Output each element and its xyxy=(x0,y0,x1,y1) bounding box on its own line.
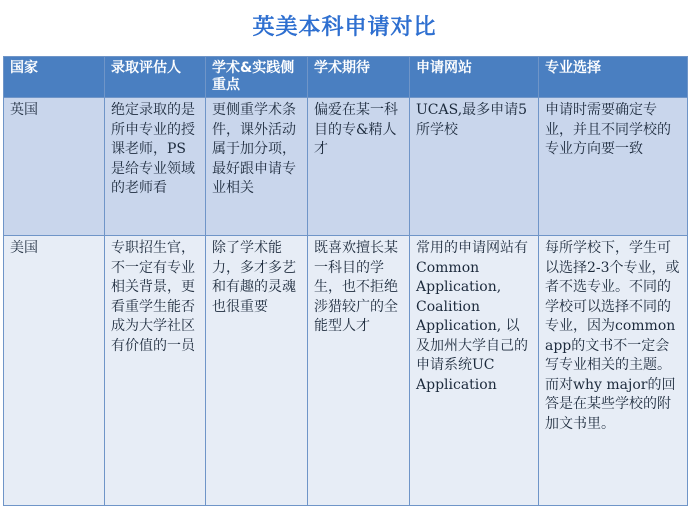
cell-focus: 更侧重学术条件，课外活动属于加分项，最好跟申请专业相关 xyxy=(206,98,308,236)
header-website: 申请网站 xyxy=(410,57,539,98)
comparison-table xyxy=(3,56,688,506)
header-major: 专业选择 xyxy=(539,57,688,98)
cell-focus: 除了学术能力，多才多艺和有趣的灵魂也很重要 xyxy=(206,236,308,506)
header-country: 国家 xyxy=(4,57,105,98)
cell-expectation: 偏爱在某一科目的专&精人才 xyxy=(308,98,410,236)
cell-country: 英国 xyxy=(4,98,105,236)
header-evaluator: 录取评估人 xyxy=(105,57,206,98)
page-title: 英美本科申请对比 xyxy=(252,15,437,40)
table-header-row xyxy=(4,57,688,98)
table-row xyxy=(4,236,688,506)
cell-country: 美国 xyxy=(4,236,105,506)
cell-evaluator: 专职招生官，不一定有专业相关背景，更看重学生能否成为大学社区有价值的一员 xyxy=(105,236,206,506)
cell-major: 每所学校下，学生可以选择2-3个专业，或者不选专业。不同的学校可以选择不同的专业，因为common app的文书不一定会写专业相关的主题。而对why major的回答是在某些学校的附加文书里。 xyxy=(539,236,688,506)
header-expectation: 学术期待 xyxy=(308,57,410,98)
header-focus: 学术&实践侧重点 xyxy=(206,57,308,98)
cell-expectation: 既喜欢擅长某一科目的学生，也不拒绝涉猎较广的全能型人才 xyxy=(308,236,410,506)
table-row xyxy=(4,98,688,236)
cell-evaluator: 绝定录取的是所申专业的授课老师，PS是给专业领域的老师看 xyxy=(105,98,206,236)
cell-website: 常用的申请网站有Common Application, Coalition Application, 以及加州大学自己的申请系统UC Application xyxy=(410,236,539,506)
cell-website: UCAS,最多申请5所学校 xyxy=(410,98,539,236)
cell-major: 申请时需要确定专业，并且不同学校的专业方向要一致 xyxy=(539,98,688,236)
